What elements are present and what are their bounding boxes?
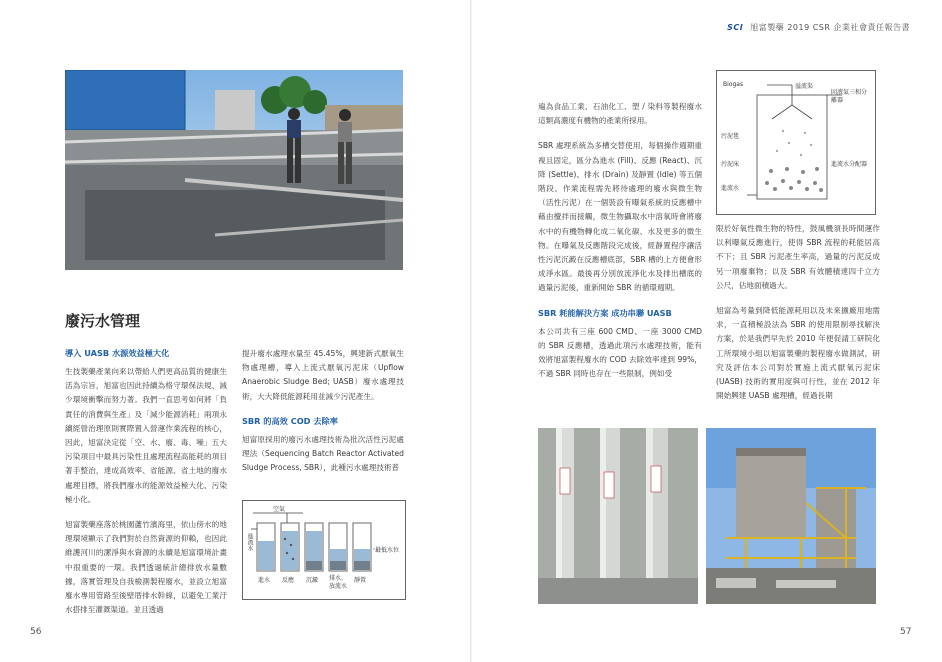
- paragraph: 限於好氧性微生物的特性，鼓風機須長時間運作以利曝氣反應進行，使得 SBR 流程的耗能居高不下；且 SBR 污泥產生率高，過量的污泥反成另一項廢棄物；以及 SBR 有效體積達四千立方公尺，佔地面積過大。: [716, 224, 880, 290]
- sbr-process-diagram: [242, 500, 406, 600]
- distributor-label: 進流水分配器: [831, 161, 868, 168]
- left-page-number: 56: [30, 627, 42, 637]
- paragraph: 旭富製藥座落於桃園蘆竹濱海里，依山傍水的地理環境顯示了我們對於自然資源的仰賴，也因此維護河川的潔淨與水資源的永續是旭富環境計畫中很重要的一環。我們透過統計總排放水量數據，落實管理及自我檢測製程廢水，並設立旭富廢水專用管路至後壁厝排水幹線，以避免工業汙水搭排至灌溉渠道。並且透過: [65, 520, 227, 615]
- inflow-label: 進流水: [246, 533, 253, 551]
- overflow-label: 溢流渠: [795, 83, 814, 90]
- uasb-tank-photo: [706, 428, 876, 604]
- min-level-label: 最低水位: [375, 547, 400, 554]
- step-settle: 沉澱: [306, 577, 319, 584]
- inflow-label: 進流水: [721, 185, 740, 192]
- step-react: 反應: [282, 577, 295, 584]
- step-fill: 進水: [258, 577, 271, 584]
- uasb-reactor-diagram: [716, 70, 876, 215]
- paragraph: 生技製藥產業向來以帶給人們更高品質的健康生活為宗旨，旭富也因此持續為格守環保法規、減少環境衝擊而努力著。我們一直思考如何將「負責任的消費與生產」及「減少能源消耗」兩項永續經營治理原則實際置入營運作業流程的核心，因此，旭富決定從「空、水、廢、毒、噪」五大污染項目中最具污染性且處理流程高能耗的項目著手整治，達成高效率、省能源、省土地的廢水處理目標，將我們廢水的能源效益極大化、污染極小化。: [65, 367, 227, 504]
- left-column-1: [65, 347, 227, 628]
- paragraph: SBR 處理系統為多槽交替使用，每個操作週期重複且固定，區分為進水 (Fill)、反應 (React)、沉降 (Settle)、排水 (Drain) 及靜置 (Idle) 等五個階段。作業流程需先將待處理的廢水與微生物（活性污泥）在一個裝設有曝氣系統的反應槽中藉由攪拌而接觸，微生物攝取水中溶氧時會將廢水中的有機物轉化成二氧化碳、水及更多的微生物。在曝氣及反應階段完成後，經靜置程序讓活性污泥沉澱在反應槽底部，SBR 槽的上方便會形成淨水區。最後再分別放流淨化水及排出槽底的過量污泥後，重新開始 SBR 的循環週期。: [538, 141, 702, 293]
- wastewater-tank-photo: [65, 70, 403, 270]
- biogas-label: Biogas: [723, 81, 744, 88]
- page-gutter: [470, 0, 472, 662]
- uasb-subtitle: 導入 UASB 水源效益極大化: [65, 348, 170, 358]
- step-idle: 靜置: [354, 577, 367, 584]
- running-header: [727, 22, 910, 33]
- separator-label: 固液氣三相分離器: [831, 89, 868, 104]
- right-column-2: [716, 222, 880, 414]
- sludge-blanket-label: 污泥毯: [721, 133, 740, 140]
- section-title: 廢污水管理: [65, 312, 141, 330]
- sbr-uasb-subtitle: SBR 耗能解決方案 成功串聯 UASB: [538, 307, 672, 318]
- paragraph: 旭富原採用的廢污水處理技術為批次活性污泥處理法（Sequencing Batch Reactor Activated Sludge Process, SBR），此種污水處理技術普: [242, 434, 404, 473]
- brand-logo: SCI: [727, 23, 744, 32]
- right-page-number: 57: [900, 627, 912, 637]
- pipes-photo: [538, 428, 698, 604]
- step-drain: 排水、 放流水: [329, 575, 348, 590]
- sludge-bed-label: 污泥床: [721, 161, 740, 168]
- paragraph: 提升廢水處理水量至 45.45%，興建新式厭氧生物處理槽，導入上流式厭氧污泥床（Upflow Anaerobic Sludge Bed; UASB）廢水處理技術，大大降低能源耗用並減少污泥產生。: [242, 349, 404, 401]
- left-column-2: [242, 347, 404, 486]
- paragraph: 遍為食品工業、石油化工、塑 / 染料等製程廢水這類高濃度有機物的產業所採用。: [538, 102, 702, 126]
- report-title: 旭富製藥 2019 CSR 企業社會責任報告書: [750, 23, 910, 32]
- right-column-1: [538, 100, 702, 392]
- air-label: 空氣: [273, 506, 286, 513]
- sbr-cod-subtitle: SBR 的高效 COD 去除率: [242, 415, 338, 426]
- paragraph: 旭富為考量到降低能源耗用以及未來擴廠用地需求，一直積極設法為 SBR 的使用限制尋找解決方案，於是我們早先於 2010 年便促請工研院化工所環境小組以旭富製藥的製程廢水做測試，研究及評估本公司對於實施上流式厭氧污泥床 (UASB) 技術的實用度與可行性，並在 2012 年開始興建 UASB 處理槽，經過長期: [716, 306, 880, 401]
- paragraph: 本公司共有三座 600 CMD、一座 3000 CMD 的 SBR 反應槽，透過此項污水處理技術，能有效將旭富製程廢水的 COD 去除效率達到 99%，不過 SBR 同時也存在一些限制，例如受: [538, 326, 702, 379]
